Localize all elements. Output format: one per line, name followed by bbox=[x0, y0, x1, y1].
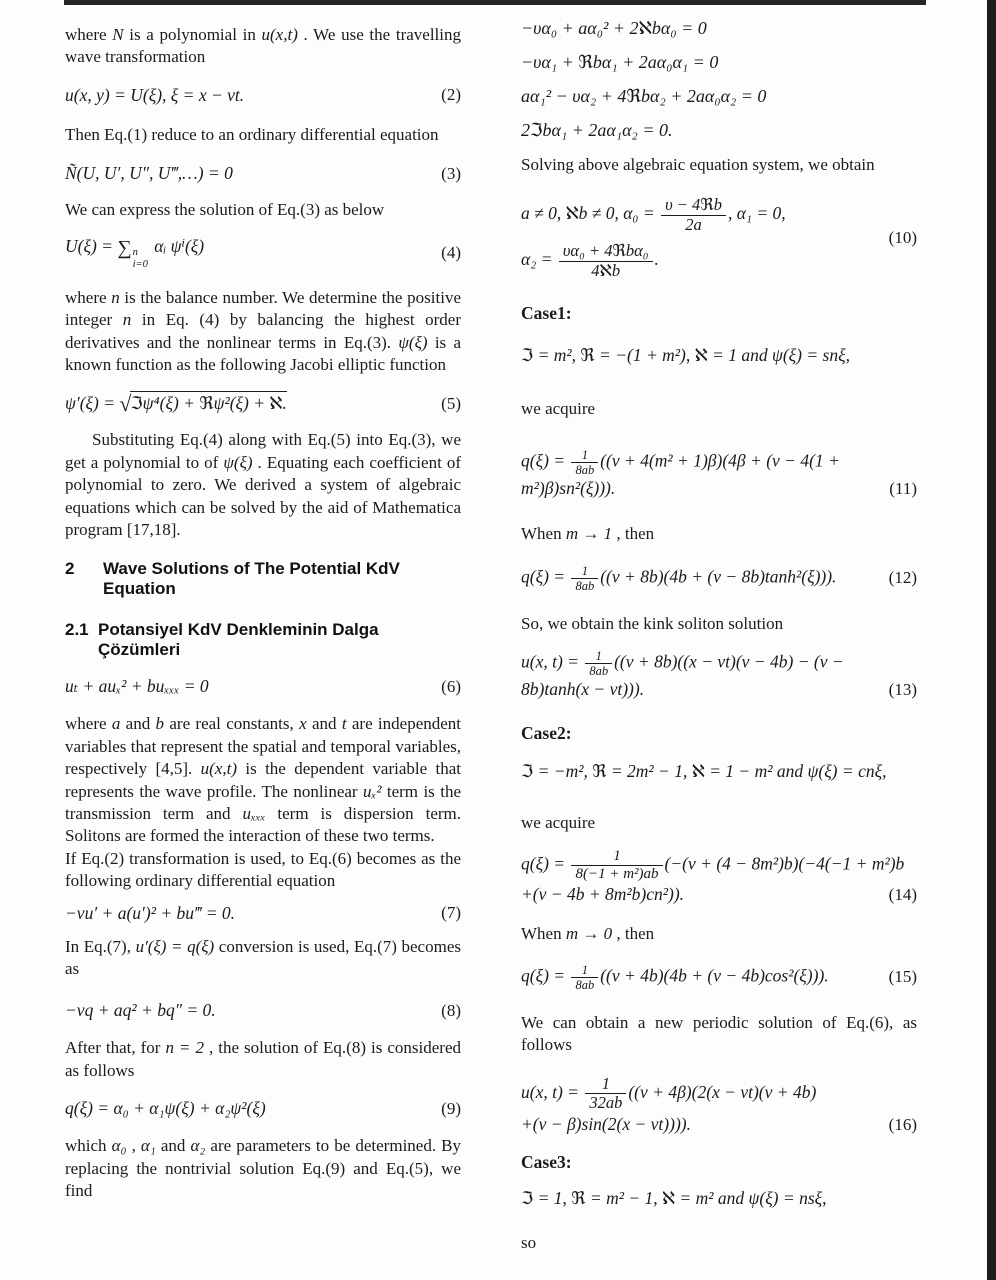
subsection-number: 2.1 bbox=[65, 620, 89, 640]
paragraph-then-eq1: Then Eq.(1) reduce to an ordinary differential equation bbox=[65, 124, 439, 144]
paragraph-when-m-0: When m → 0 , then bbox=[521, 923, 655, 943]
equation-13 bbox=[521, 649, 917, 702]
fraction: $\frac{1}{8ab}$ bbox=[571, 448, 598, 477]
fraction: $\frac{\text{υ − 4ℜb}}{2a}$ bbox=[661, 196, 726, 234]
paragraph-constants: where a and b are real constants, x and t are independent variables that represent the spatial and temporal variables, respectively [4,5]. u(x,t) is the dependent variable that represents the wave profile. The nonlinear uₓ² term is the transmission term and uₓₓₓ term is dispersion term. Solitons are formed the interaction of these two terms. bbox=[65, 714, 462, 846]
equation-16 bbox=[521, 1075, 917, 1137]
equation-9 bbox=[65, 1098, 461, 1119]
equation-13-number: (13) bbox=[888, 680, 917, 700]
equation-7-number: (7) bbox=[441, 903, 461, 923]
equation-11-number: (11) bbox=[889, 479, 917, 499]
equation-3-body: Ñ(U, U′, U″, U‴,…) = 0 bbox=[65, 163, 233, 184]
subsection-title: Potansiyel KdV Denkleminin Dalga Çözümleri bbox=[98, 620, 379, 660]
equation-14-number: (14) bbox=[888, 884, 917, 904]
paragraph-parameters: which α₀ , α₁ and α₂ are parameters to be determined. By replacing the nontrivial solution Eq.(9) and Eq.(5), we find bbox=[65, 1136, 462, 1201]
equation-12-body: q(ξ) = $\frac{1}{8ab}$ ((v + 8b)(4b + (v − 8b)tanh²(ξ))). bbox=[521, 563, 837, 593]
section-heading-2 bbox=[65, 559, 461, 599]
paragraph-solving: Solving above algebraic equation system, we obtain bbox=[521, 155, 875, 174]
case1-label: Case1: bbox=[521, 303, 572, 324]
fraction: $\frac{1}{8ab}$ bbox=[585, 649, 612, 678]
paragraph-we-acquire-2: we acquire bbox=[521, 812, 596, 832]
equation-7 bbox=[65, 903, 461, 924]
paragraph-kink-soliton: So, we obtain the kink soliton solution bbox=[521, 613, 784, 633]
equation-12-number: (12) bbox=[888, 568, 917, 588]
fraction: $\frac{1}{32ab}$ bbox=[585, 1075, 626, 1113]
equation-14-line-2: +(v − 4b + 8m²b)cn²)). (14) bbox=[521, 883, 917, 907]
equation-8-body: −vq + aq² + bq″ = 0. bbox=[65, 1000, 216, 1021]
equation-9-number: (9) bbox=[441, 1098, 461, 1118]
equation-6-body: uₜ + auₓ² + buₓₓₓ = 0 bbox=[65, 676, 209, 697]
equation-14 bbox=[521, 848, 917, 907]
section-number: 2 bbox=[65, 559, 75, 579]
paragraph-balance-number: where n is the balance number. We determine the positive integer n in Eq. (4) by balancing the highest order derivatives and the nonlinear terms in Eq.(3). ψ(ξ) is a known function as the following Jacobi elliptic function bbox=[65, 287, 462, 374]
equation-2 bbox=[65, 85, 461, 106]
equation-4-number: (4) bbox=[441, 243, 461, 263]
paragraph-if-eq2: If Eq.(2) transformation is used, to Eq.(6) becomes as the following ordinary differential equation bbox=[65, 848, 461, 891]
equation-13-line-2: 8b)tanh(x − vt))). (13) bbox=[521, 678, 917, 702]
equation-8-number: (8) bbox=[441, 1000, 461, 1020]
paragraph-new-periodic: We can obtain a new periodic solution of Eq.(6), as follows bbox=[521, 1012, 917, 1055]
scan-right-edge bbox=[987, 0, 996, 1280]
right-column bbox=[521, 16, 917, 1255]
equation-15-number: (15) bbox=[888, 967, 917, 987]
fraction: $\frac{\text{υα₀ + 4ℜbα₀}}{\text{4ℵb}}$ bbox=[559, 242, 653, 280]
equation-12 bbox=[521, 564, 917, 593]
equation-15 bbox=[521, 963, 917, 992]
subsection-heading-2-1 bbox=[65, 620, 461, 660]
equation-9-body: q(ξ) = α₀ + α₁ψ(ξ) + α₂ψ²(ξ) bbox=[65, 1098, 266, 1119]
scan-top-edge bbox=[64, 0, 926, 5]
equation-5-number: (5) bbox=[441, 394, 461, 414]
equation-3 bbox=[65, 163, 461, 184]
equation-13-line-1: u(x, t) = $\frac{1}{8ab}$ ((v + 8b)((x − vt)(v − 4b) − (v − bbox=[521, 649, 844, 679]
paragraph-travelling-wave: where N is a polynomial in u(x,t) . We use the travelling wave transformation bbox=[65, 25, 462, 67]
equation-15-body: q(ξ) = $\frac{1}{8ab}$ ((v + 4b)(4b + (v − 4b)cos²(ξ))). bbox=[521, 962, 829, 992]
paragraph-when-m-1: When m → 1 , then bbox=[521, 524, 655, 544]
equation-3-number: (3) bbox=[441, 163, 461, 183]
system-line-4: 2ℑbα₁ + 2aα₁α₂ = 0. bbox=[521, 120, 673, 140]
case1-conditions: ℑ = m², ℜ = −(1 + m²), ℵ = 1 and ψ(ξ) = snξ, bbox=[521, 345, 850, 366]
equation-4 bbox=[65, 236, 461, 271]
equation-6 bbox=[65, 676, 461, 697]
equation-10-line-1: a ≠ 0, ℵb ≠ 0, α₀ = $\frac{\text{υ − 4ℜb}}{2a}$ , α₁ = 0, bbox=[521, 195, 786, 234]
equation-16-line-2: +(v − β)sin(2(x − vt)))). (16) bbox=[521, 1113, 917, 1137]
equation-5-body: ψ′(ξ) = √ℑψ⁴(ξ) + ℜψ²(ξ) + ℵ. bbox=[65, 391, 287, 417]
paragraph-after-that: After that, for n = 2 , the solution of Eq.(8) is considered as follows bbox=[65, 1038, 461, 1080]
sum-operator: ∑ bbox=[117, 236, 132, 259]
paragraph-express-solution: We can express the solution of Eq.(3) as below bbox=[65, 200, 385, 220]
equation-10-line-2: α₂ = $\frac{\text{υα₀ + 4ℜbα₀}}{\text{4ℵb}}$ . bbox=[521, 241, 659, 280]
equation-7-body: −vu′ + a(u′)² + bu‴ = 0. bbox=[65, 902, 236, 923]
system-line-1: −υα₀ + aα₀² + 2ℵbα₀ = 0 bbox=[521, 18, 707, 38]
equation-11-line-2: m²)β)sn²(ξ))). (11) bbox=[521, 477, 917, 501]
equation-2-number: (2) bbox=[441, 85, 461, 105]
radical-sign: √ bbox=[119, 391, 131, 417]
fraction: $\frac{1}{8ab}$ bbox=[571, 963, 598, 992]
algebraic-system bbox=[521, 16, 917, 142]
equation-16-number: (16) bbox=[888, 1114, 917, 1134]
equation-14-line-1: q(ξ) = $\frac{1}{\text{8(−1 + m²)ab}}$ (−(v + (4 − 8m²)b)(−4(−1 + m²)b bbox=[521, 848, 905, 882]
sum-limits: n i=0 bbox=[132, 246, 148, 270]
equation-10-number: (10) bbox=[888, 228, 917, 248]
paragraph-substituting: Substituting Eq.(4) along with Eq.(5) into Eq.(3), we get a polynomial to of ψ(ξ) . Equating each coefficient of polynomial to zero. We derived a system of algebraic equations which can be solved by the aid of Mathematica program [17,18]. bbox=[65, 430, 462, 539]
equation-4-body: U(ξ) = ∑ n i=0 αᵢ ψⁱ(ξ) bbox=[65, 235, 205, 270]
system-line-2: −υα₁ + ℜbα₁ + 2aα₀α₁ = 0 bbox=[521, 52, 719, 72]
system-line-3: aα₁² − υα₂ + 4ℜbα₂ + 2aα₀α₂ = 0 bbox=[521, 86, 767, 106]
equation-16-line-1: u(x, t) = $\frac{1}{32ab}$ ((v + 4β)(2(x − vt)(v + 4b) bbox=[521, 1073, 817, 1113]
equation-11-line-1: q(ξ) = $\frac{1}{8ab}$ ((v + 4(m² + 1)β)(4β + (v − 4(1 + bbox=[521, 448, 840, 478]
equation-8 bbox=[65, 1000, 461, 1021]
case3-label: Case3: bbox=[521, 1151, 572, 1172]
paragraph-conversion: In Eq.(7), u′(ξ) = q(ξ) conversion is used, Eq.(7) becomes as bbox=[65, 936, 461, 979]
equation-11 bbox=[521, 448, 917, 501]
paragraph-we-acquire-1: we acquire bbox=[521, 398, 596, 418]
equation-10 bbox=[521, 196, 917, 280]
case2-label: Case2: bbox=[521, 723, 572, 743]
paragraph-so: so bbox=[521, 1233, 537, 1253]
case2-conditions: ℑ = −m², ℜ = 2m² − 1, ℵ = 1 − m² and ψ(ξ) = cnξ, bbox=[521, 761, 887, 781]
section-title: Wave Solutions of The Potential KdV Equation bbox=[103, 559, 400, 599]
equation-2-body: u(x, y) = U(ξ), ξ = x − vt. bbox=[65, 84, 245, 105]
equation-5 bbox=[65, 391, 461, 417]
equation-6-number: (6) bbox=[441, 676, 461, 696]
fraction: $\frac{1}{\text{8(−1 + m²)ab}}$ bbox=[571, 848, 662, 883]
left-column bbox=[65, 24, 461, 1203]
case3-conditions: ℑ = 1, ℜ = m² − 1, ℵ = m² and ψ(ξ) = nsξ, bbox=[521, 1187, 827, 1208]
fraction: $\frac{1}{8ab}$ bbox=[571, 564, 598, 593]
